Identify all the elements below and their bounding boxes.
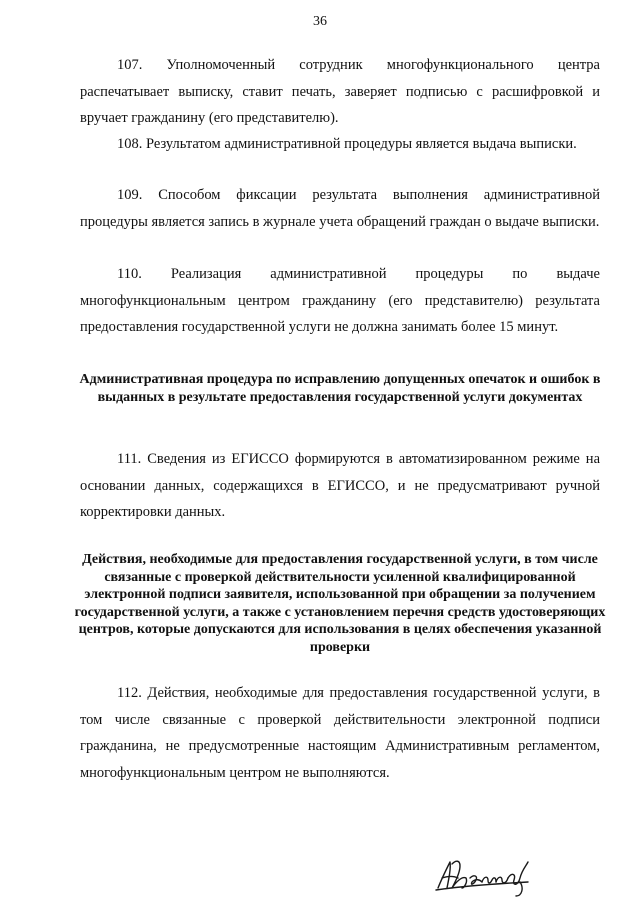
paragraph-112: 112. Действия, необходимые для предоставления государственной услуги, в том числе связанные с проверкой действительности электронной подписи гражданина, не предусмотренные настоящим Административным регламентом, многофункциональным центром не выполняются. — [80, 685, 600, 781]
page-number: 36 — [313, 14, 327, 29]
paragraph-108: 108. Результатом административной процедуры является выдача выписки. — [117, 136, 577, 152]
paragraph-107: 107. Уполномоченный сотрудник многофункционального центра распечатывает выписку, ставит печать, заверяет подписью с расшифровкой и вручает гражданину (его представителю). — [80, 57, 600, 126]
section-heading-corrections: Административная процедура по исправлению допущенных опечаток и ошибок в выданных в результате предоставления государственной услуги документах — [79, 372, 601, 405]
paragraph-109: 109. Способом фиксации результата выполнения административной процедуры является запись в журнале учета обращений граждан о выдаче выписки. — [80, 187, 600, 230]
paragraph-111: 111. Сведения из ЕГИССО формируются в автоматизированном режиме на основании данных, содержащихся в ЕГИССО, и не предусматривают ручной корректировки данных. — [80, 451, 600, 520]
section-heading-actions: Действия, необходимые для предоставления государственной услуги, в том числе связанные с проверкой действительности усиленной квалифицированной электронной подписи заявителя, использованной при обращении за получением государственной услуги, а также с установлением перечня средств удостоверяющих центров, которые допускаются для использования в целях обеспечения указанной проверки — [74, 552, 606, 655]
paragraph-110: 110. Реализация административной процедуры по выдаче многофункциональным центром гражданину (его представителю) результата предоставления государственной услуги не должна занимать более 15 минут. — [80, 266, 600, 335]
handwritten-signature-icon — [432, 848, 542, 898]
